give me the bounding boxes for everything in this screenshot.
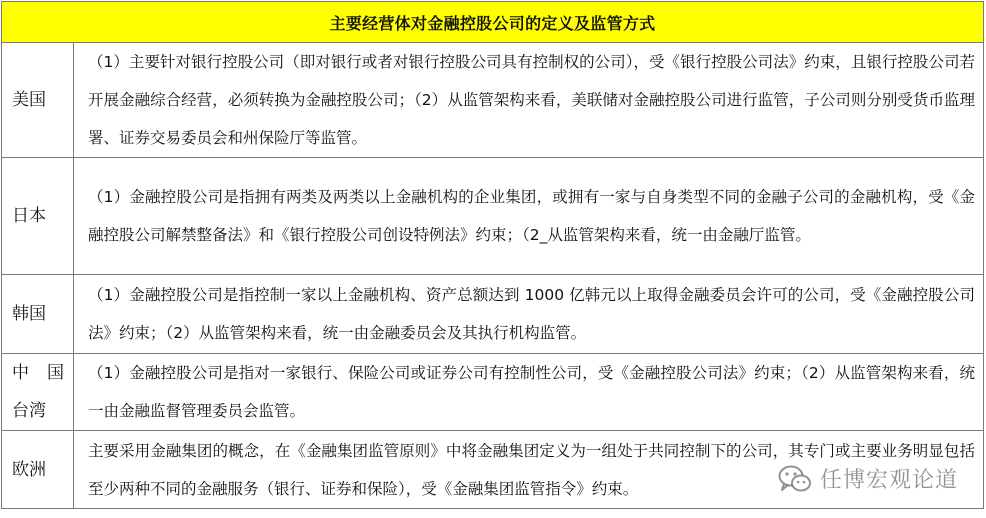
region-definition-tw: （1）金融控股公司是指对一家银行、保险公司或证券公司有控制性公司，受《金融控股公司法》约束；（2）从监管架构来看，统一由金融监督管理委员会监管。 (74, 354, 984, 431)
region-definition-eu: 主要采用金融集团的概念，在《金融集团监管原则》中将金融集团定义为一组处于共同控制下的公司，其专门或主要业务明显包括至少两种不同的金融服务（银行、证券和保险），受《金融集团监管指令》约束。 (74, 431, 984, 509)
region-label-us: 美国 (2, 43, 74, 158)
region-label-tw-char2: 国 (47, 363, 64, 383)
region-label-kr: 韩国 (2, 275, 74, 354)
regulation-table (1, 1, 984, 509)
region-definition-jp: （1）金融控股公司是指拥有两类及两类以上金融机构的企业集团，或拥有一家与自身类型不同的金融子公司的金融机构，受《金融控股公司解禁整备法》和《银行控股公司创设特例法》约束；（2_从监管架构来看，统一由金融厅监管。 (74, 158, 984, 275)
region-label-tw-line1 (12, 354, 64, 392)
region-label-eu: 欧洲 (2, 431, 74, 509)
table-row (2, 354, 984, 431)
region-label-jp: 日本 (2, 158, 74, 275)
region-label-tw-line2: 台湾 (12, 401, 46, 421)
region-label-tw (2, 354, 74, 431)
region-label-tw-char1: 中 (12, 363, 29, 383)
watermark-text: 任博宏观论道 (819, 468, 958, 493)
region-label-tw-lines (12, 354, 73, 430)
region-definition-kr: （1）金融控股公司是指控制一家以上金融机构、资产总额达到 1000 亿韩元以上取得金融委员会许可的公司，受《金融控股公司法》约束；（2）从监管架构来看，统一由金融委员会及其执行机构监管。 (74, 275, 984, 354)
table-title: 主要经营体对金融控股公司的定义及监管方式 (2, 2, 984, 43)
table-row (2, 158, 984, 275)
table-row (2, 43, 984, 158)
table-title-row (2, 2, 984, 43)
table-row (2, 275, 984, 354)
table-row (2, 431, 984, 509)
region-definition-us: （1）主要针对银行控股公司（即对银行或者对银行控股公司具有控制权的公司），受《银行控股公司法》约束，且银行控股公司若开展金融综合经营，必须转换为金融控股公司；（2）从监管架构来看，美联储对金融控股公司进行监管，子公司则分别受货币监理署、证券交易委员会和州保险厅等监管。 (74, 43, 984, 158)
